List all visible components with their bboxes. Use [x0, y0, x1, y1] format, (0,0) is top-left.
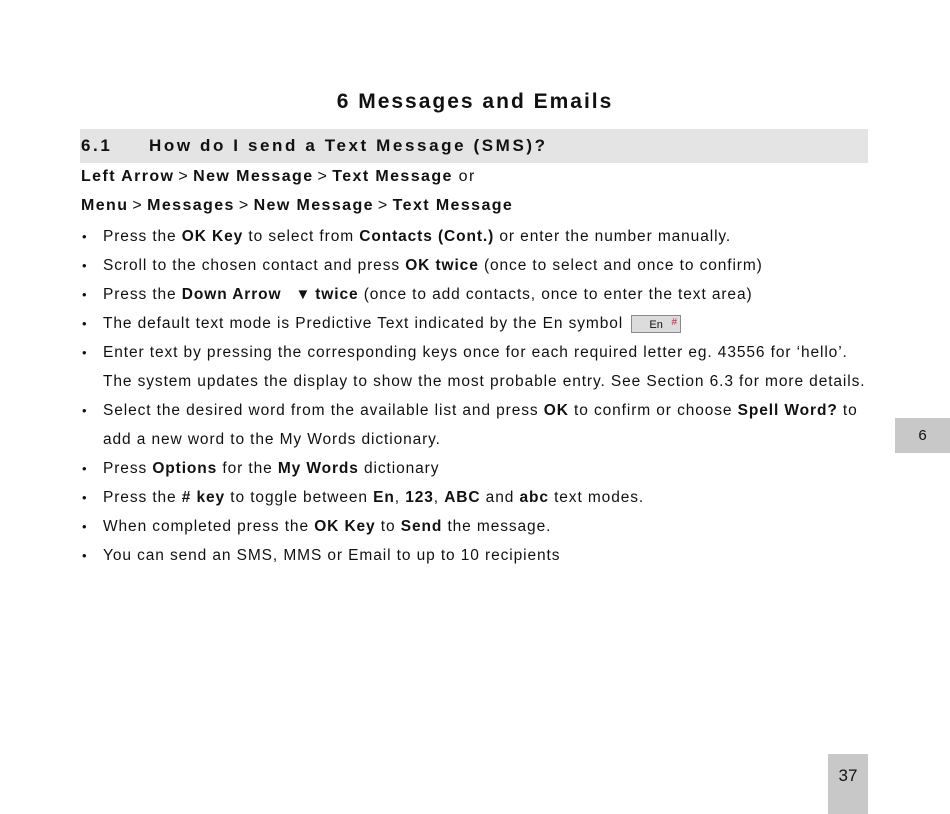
- key-term: OK Key: [181, 228, 244, 245]
- key-term: My Words: [277, 460, 359, 477]
- nav-step: Menu: [81, 197, 129, 214]
- en-mode-icon: En #: [631, 315, 681, 333]
- bullet-icon: •: [82, 548, 88, 563]
- list-item: • Enter text by pressing the corresponding keys once for each required letter eg. 43556 for ‘hello’. The system updates the display to show the most probable entry. See Section 6.3 for more details.: [0, 338, 873, 396]
- chapter-title: 6 Messages and Emails: [336, 90, 614, 113]
- nav-step: Messages: [147, 197, 235, 214]
- key-term: OK: [543, 402, 569, 419]
- list-item: • You can send an SMS, MMS or Email to up to 10 recipients: [0, 541, 873, 570]
- key-term: OK Key: [314, 518, 376, 535]
- key-term: 123: [405, 489, 434, 506]
- page-number: 37: [828, 754, 868, 814]
- key-term: abc: [519, 489, 549, 506]
- key-term: Send: [400, 518, 443, 535]
- nav-step: Text Message: [332, 168, 453, 185]
- bullet-icon: •: [82, 287, 88, 302]
- section-number: 6.1: [81, 136, 113, 155]
- list-item: • Press the # key to toggle between En, 123, ABC and abc text modes.: [0, 483, 873, 512]
- nav-path-menu: [81, 197, 513, 215]
- bullet-icon: •: [82, 258, 88, 273]
- nav-step: Text Message: [392, 197, 514, 214]
- list-item: • Scroll to the chosen contact and press OK twice (once to select and once to confirm): [0, 251, 873, 280]
- list-item: • The default text mode is Predictive Text indicated by the En symbol En #: [0, 309, 873, 338]
- bullet-icon: •: [82, 345, 88, 360]
- nav-separator: >: [238, 197, 250, 214]
- bullet-icon: •: [82, 403, 88, 418]
- key-term: Contacts (Cont.): [359, 228, 495, 245]
- list-item: • Press Options for the My Words dictionary: [0, 454, 873, 483]
- nav-separator: >: [132, 197, 144, 214]
- nav-separator: >: [317, 168, 329, 185]
- instruction-list: [0, 222, 950, 570]
- nav-or: or: [458, 168, 476, 185]
- key-term: # key: [181, 489, 226, 506]
- list-item: • Select the desired word from the available list and press OK to confirm or choose Spell Word? to add a new word to the My Words dictionary.: [0, 396, 873, 454]
- bullet-icon: •: [82, 229, 88, 244]
- key-term: ABC: [444, 489, 481, 506]
- key-term: Options: [152, 460, 218, 477]
- key-term: OK twice: [405, 257, 479, 274]
- chapter-tab: 6: [895, 418, 950, 453]
- bullet-icon: •: [82, 316, 88, 331]
- key-term: Down Arrow: [181, 286, 282, 303]
- down-arrow-icon: ▼: [295, 286, 312, 303]
- section-title: How do I send a Text Message (SMS)?: [149, 136, 548, 155]
- list-item: • Press the OK Key to select from Contacts (Cont.) or enter the number manually.: [0, 222, 873, 251]
- bullet-icon: •: [82, 519, 88, 534]
- list-item: • When completed press the OK Key to Send the message.: [0, 512, 873, 541]
- nav-separator: >: [377, 197, 389, 214]
- nav-separator: >: [178, 168, 190, 185]
- nav-step: Left Arrow: [81, 168, 175, 185]
- bullet-icon: •: [82, 490, 88, 505]
- key-term: En: [373, 489, 395, 506]
- list-item: • Press the Down Arrow ▼ twice (once to add contacts, once to enter the text area): [0, 280, 873, 309]
- key-term: Spell Word?: [737, 402, 838, 419]
- section-heading: [81, 136, 548, 156]
- bullet-icon: •: [82, 461, 88, 476]
- key-term: twice: [315, 286, 359, 303]
- nav-step: New Message: [253, 197, 374, 214]
- nav-path-left-arrow: [81, 168, 476, 186]
- nav-step: New Message: [193, 168, 314, 185]
